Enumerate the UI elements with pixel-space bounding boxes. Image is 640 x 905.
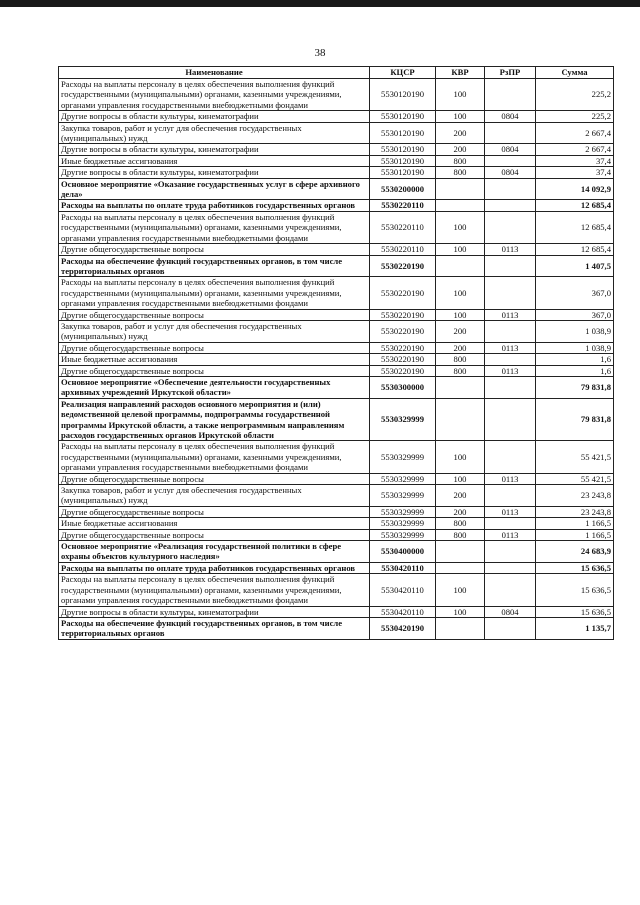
row-name-cell: Другие общегосударственные вопросы <box>59 309 370 320</box>
row-rzpr-cell <box>485 200 536 211</box>
row-kvr-cell: 800 <box>436 529 485 540</box>
row-kvr-cell: 100 <box>436 606 485 617</box>
row-kcsr-cell: 5530220110 <box>370 244 436 255</box>
row-kcsr-cell: 5530220190 <box>370 255 436 277</box>
row-kcsr-cell: 5530420110 <box>370 574 436 606</box>
row-rzpr-cell <box>485 155 536 166</box>
row-sum-cell: 225,2 <box>536 79 614 111</box>
row-name-cell: Другие вопросы в области культуры, кинематографии <box>59 167 370 178</box>
row-kvr-cell: 800 <box>436 518 485 529</box>
row-rzpr-cell <box>485 255 536 277</box>
row-sum-cell: 55 421,5 <box>536 441 614 473</box>
row-rzpr-cell: 0113 <box>485 473 536 484</box>
table-row <box>59 541 614 563</box>
row-name-cell: Расходы на выплаты персоналу в целях обеспечения выполнения функций государственными (муниципальными) органами, казенными учреждениями, органами управления государственными внебюджетными фондами <box>59 211 370 243</box>
header-kvr: КВР <box>436 67 485 79</box>
table-row <box>59 144 614 155</box>
row-kcsr-cell: 5530400000 <box>370 541 436 563</box>
table-row <box>59 79 614 111</box>
row-name-cell: Иные бюджетные ассигнования <box>59 155 370 166</box>
table-row <box>59 111 614 122</box>
budget-table <box>58 66 614 640</box>
table-row <box>59 320 614 342</box>
table-row <box>59 562 614 573</box>
row-sum-cell: 15 636,5 <box>536 574 614 606</box>
row-sum-cell: 12 685,4 <box>536 211 614 243</box>
row-name-cell: Другие общегосударственные вопросы <box>59 506 370 517</box>
row-name-cell: Основное мероприятие «Реализация государственной политики в сфере охраны объектов культурного наследия» <box>59 541 370 563</box>
row-kcsr-cell: 5530329999 <box>370 441 436 473</box>
table-row <box>59 211 614 243</box>
row-sum-cell: 1 038,9 <box>536 320 614 342</box>
row-sum-cell: 14 092,9 <box>536 178 614 200</box>
row-kvr-cell: 200 <box>436 320 485 342</box>
table-header-row <box>59 67 614 79</box>
row-kvr-cell: 200 <box>436 122 485 144</box>
row-kcsr-cell: 5530220110 <box>370 200 436 211</box>
row-rzpr-cell <box>485 441 536 473</box>
table-row <box>59 574 614 606</box>
table-row <box>59 155 614 166</box>
row-kvr-cell: 200 <box>436 342 485 353</box>
row-kcsr-cell: 5530120190 <box>370 79 436 111</box>
row-kvr-cell: 800 <box>436 167 485 178</box>
row-kvr-cell <box>436 562 485 573</box>
row-kvr-cell <box>436 398 485 441</box>
row-sum-cell: 37,4 <box>536 167 614 178</box>
row-kvr-cell: 100 <box>436 277 485 309</box>
row-kcsr-cell: 5530120190 <box>370 155 436 166</box>
row-rzpr-cell: 0804 <box>485 144 536 155</box>
budget-table-container <box>58 66 613 640</box>
header-rzpr: РзПР <box>485 67 536 79</box>
row-sum-cell: 367,0 <box>536 277 614 309</box>
row-kcsr-cell: 5530300000 <box>370 376 436 398</box>
row-name-cell: Иные бюджетные ассигнования <box>59 518 370 529</box>
row-sum-cell: 1 407,5 <box>536 255 614 277</box>
row-sum-cell: 367,0 <box>536 309 614 320</box>
row-name-cell: Другие общегосударственные вопросы <box>59 529 370 540</box>
row-sum-cell: 79 831,8 <box>536 376 614 398</box>
table-row <box>59 244 614 255</box>
table-body <box>59 79 614 640</box>
row-kvr-cell: 200 <box>436 144 485 155</box>
row-kvr-cell <box>436 376 485 398</box>
row-rzpr-cell: 0113 <box>485 506 536 517</box>
row-name-cell: Другие общегосударственные вопросы <box>59 244 370 255</box>
header-name: Наименование <box>59 67 370 79</box>
row-rzpr-cell <box>485 376 536 398</box>
row-name-cell: Закупка товаров, работ и услуг для обеспечения государственных (муниципальных) нужд <box>59 320 370 342</box>
page-number: 38 <box>314 47 326 59</box>
row-sum-cell: 2 667,4 <box>536 122 614 144</box>
table-row <box>59 167 614 178</box>
table-row <box>59 518 614 529</box>
row-kcsr-cell: 5530220190 <box>370 342 436 353</box>
row-name-cell: Расходы на выплаты персоналу в целях обеспечения выполнения функций государственными (муниципальными) органами, казенными учреждениями, органами управления государственными внебюджетными фондами <box>59 574 370 606</box>
row-name-cell: Расходы на обеспечение функций государственных органов, в том числе территориальных органов <box>59 255 370 277</box>
row-rzpr-cell <box>485 518 536 529</box>
row-name-cell: Другие общегосударственные вопросы <box>59 473 370 484</box>
row-sum-cell: 15 636,5 <box>536 606 614 617</box>
row-rzpr-cell <box>485 211 536 243</box>
row-kcsr-cell: 5530420190 <box>370 617 436 639</box>
row-rzpr-cell: 0113 <box>485 244 536 255</box>
row-name-cell: Расходы на обеспечение функций государственных органов, в том числе территориальных органов <box>59 617 370 639</box>
row-rzpr-cell: 0113 <box>485 365 536 376</box>
row-sum-cell: 1,6 <box>536 354 614 365</box>
row-name-cell: Расходы на выплаты персоналу в целях обеспечения выполнения функций государственными (муниципальными) органами, казенными учреждениями, органами управления государственными внебюджетными фондами <box>59 79 370 111</box>
row-rzpr-cell: 0113 <box>485 342 536 353</box>
table-row <box>59 178 614 200</box>
row-kvr-cell: 100 <box>436 79 485 111</box>
row-rzpr-cell <box>485 320 536 342</box>
row-kvr-cell: 800 <box>436 365 485 376</box>
table-row <box>59 255 614 277</box>
row-kcsr-cell: 5530329999 <box>370 398 436 441</box>
row-rzpr-cell <box>485 122 536 144</box>
row-sum-cell: 225,2 <box>536 111 614 122</box>
table-row <box>59 200 614 211</box>
header-sum: Сумма <box>536 67 614 79</box>
row-kvr-cell: 200 <box>436 485 485 507</box>
row-kvr-cell <box>436 200 485 211</box>
row-name-cell: Расходы на выплаты по оплате труда работников государственных органов <box>59 200 370 211</box>
row-name-cell: Иные бюджетные ассигнования <box>59 354 370 365</box>
row-kvr-cell <box>436 178 485 200</box>
row-name-cell: Реализация направлений расходов основного мероприятия и (или) ведомственной целевой программы, подпрограммы государственной программы Иркутской области, а также непрограммным направлениям расходов государственных органов Иркутской области <box>59 398 370 441</box>
row-sum-cell: 79 831,8 <box>536 398 614 441</box>
row-name-cell: Другие вопросы в области культуры, кинематографии <box>59 111 370 122</box>
row-kcsr-cell: 5530120190 <box>370 144 436 155</box>
row-sum-cell: 1 166,5 <box>536 529 614 540</box>
table-row <box>59 342 614 353</box>
row-kcsr-cell: 5530220190 <box>370 309 436 320</box>
top-scan-border <box>0 0 640 7</box>
table-row <box>59 354 614 365</box>
row-rzpr-cell <box>485 277 536 309</box>
row-sum-cell: 1 038,9 <box>536 342 614 353</box>
row-kvr-cell: 800 <box>436 155 485 166</box>
table-row <box>59 365 614 376</box>
row-sum-cell: 24 683,9 <box>536 541 614 563</box>
row-name-cell: Закупка товаров, работ и услуг для обеспечения государственных (муниципальных) нужд <box>59 122 370 144</box>
row-kcsr-cell: 5530200000 <box>370 178 436 200</box>
row-kvr-cell: 100 <box>436 111 485 122</box>
row-kvr-cell: 100 <box>436 441 485 473</box>
row-rzpr-cell <box>485 574 536 606</box>
row-name-cell: Другие общегосударственные вопросы <box>59 365 370 376</box>
row-kcsr-cell: 5530329999 <box>370 529 436 540</box>
table-row <box>59 606 614 617</box>
row-sum-cell: 1 166,5 <box>536 518 614 529</box>
row-kvr-cell: 800 <box>436 354 485 365</box>
table-row <box>59 122 614 144</box>
row-kvr-cell <box>436 541 485 563</box>
row-rzpr-cell <box>485 354 536 365</box>
row-kcsr-cell: 5530120190 <box>370 122 436 144</box>
row-sum-cell: 23 243,8 <box>536 485 614 507</box>
row-kcsr-cell: 5530120190 <box>370 167 436 178</box>
table-row <box>59 473 614 484</box>
row-kvr-cell: 100 <box>436 211 485 243</box>
row-name-cell: Другие вопросы в области культуры, кинематографии <box>59 144 370 155</box>
row-kvr-cell <box>436 255 485 277</box>
row-kvr-cell: 100 <box>436 244 485 255</box>
row-kvr-cell: 200 <box>436 506 485 517</box>
table-row <box>59 617 614 639</box>
row-kvr-cell: 100 <box>436 574 485 606</box>
row-name-cell: Расходы на выплаты персоналу в целях обеспечения выполнения функций государственными (муниципальными) органами, казенными учреждениями, органами управления государственными внебюджетными фондами <box>59 277 370 309</box>
row-kcsr-cell: 5530420110 <box>370 606 436 617</box>
row-rzpr-cell <box>485 541 536 563</box>
row-rzpr-cell <box>485 562 536 573</box>
table-row <box>59 506 614 517</box>
row-rzpr-cell <box>485 79 536 111</box>
row-rzpr-cell: 0804 <box>485 111 536 122</box>
row-name-cell: Расходы на выплаты по оплате труда работников государственных органов <box>59 562 370 573</box>
row-rzpr-cell <box>485 617 536 639</box>
table-row <box>59 398 614 441</box>
row-sum-cell: 12 685,4 <box>536 244 614 255</box>
row-kcsr-cell: 5530420110 <box>370 562 436 573</box>
row-rzpr-cell <box>485 178 536 200</box>
header-kcsr: КЦСР <box>370 67 436 79</box>
row-sum-cell: 37,4 <box>536 155 614 166</box>
row-kcsr-cell: 5530120190 <box>370 111 436 122</box>
row-sum-cell: 12 685,4 <box>536 200 614 211</box>
row-rzpr-cell: 0804 <box>485 167 536 178</box>
row-kcsr-cell: 5530220190 <box>370 320 436 342</box>
row-kvr-cell <box>436 617 485 639</box>
row-kcsr-cell: 5530329999 <box>370 485 436 507</box>
row-kcsr-cell: 5530220110 <box>370 211 436 243</box>
row-kcsr-cell: 5530220190 <box>370 277 436 309</box>
row-sum-cell: 2 667,4 <box>536 144 614 155</box>
table-row <box>59 376 614 398</box>
row-sum-cell: 55 421,5 <box>536 473 614 484</box>
table-row <box>59 441 614 473</box>
table-row <box>59 277 614 309</box>
table-row <box>59 485 614 507</box>
row-rzpr-cell <box>485 398 536 441</box>
row-sum-cell: 15 636,5 <box>536 562 614 573</box>
row-kcsr-cell: 5530329999 <box>370 506 436 517</box>
row-name-cell: Закупка товаров, работ и услуг для обеспечения государственных (муниципальных) нужд <box>59 485 370 507</box>
row-kcsr-cell: 5530220190 <box>370 354 436 365</box>
row-rzpr-cell: 0113 <box>485 309 536 320</box>
row-name-cell: Основное мероприятие «Оказание государственных услуг в сфере архивного дела» <box>59 178 370 200</box>
row-kcsr-cell: 5530329999 <box>370 518 436 529</box>
row-rzpr-cell: 0804 <box>485 606 536 617</box>
table-row <box>59 309 614 320</box>
row-name-cell: Другие вопросы в области культуры, кинематографии <box>59 606 370 617</box>
row-kcsr-cell: 5530220190 <box>370 365 436 376</box>
row-sum-cell: 1,6 <box>536 365 614 376</box>
row-kvr-cell: 100 <box>436 473 485 484</box>
row-rzpr-cell: 0113 <box>485 529 536 540</box>
row-rzpr-cell <box>485 485 536 507</box>
row-sum-cell: 1 135,7 <box>536 617 614 639</box>
row-name-cell: Другие общегосударственные вопросы <box>59 342 370 353</box>
row-name-cell: Основное мероприятие «Обеспечение деятельности государственных архивных учреждений Иркутской области» <box>59 376 370 398</box>
row-kvr-cell: 100 <box>436 309 485 320</box>
row-name-cell: Расходы на выплаты персоналу в целях обеспечения выполнения функций государственными (муниципальными) органами, казенными учреждениями, органами управления государственными внебюджетными фондами <box>59 441 370 473</box>
row-kcsr-cell: 5530329999 <box>370 473 436 484</box>
table-row <box>59 529 614 540</box>
row-sum-cell: 23 243,8 <box>536 506 614 517</box>
